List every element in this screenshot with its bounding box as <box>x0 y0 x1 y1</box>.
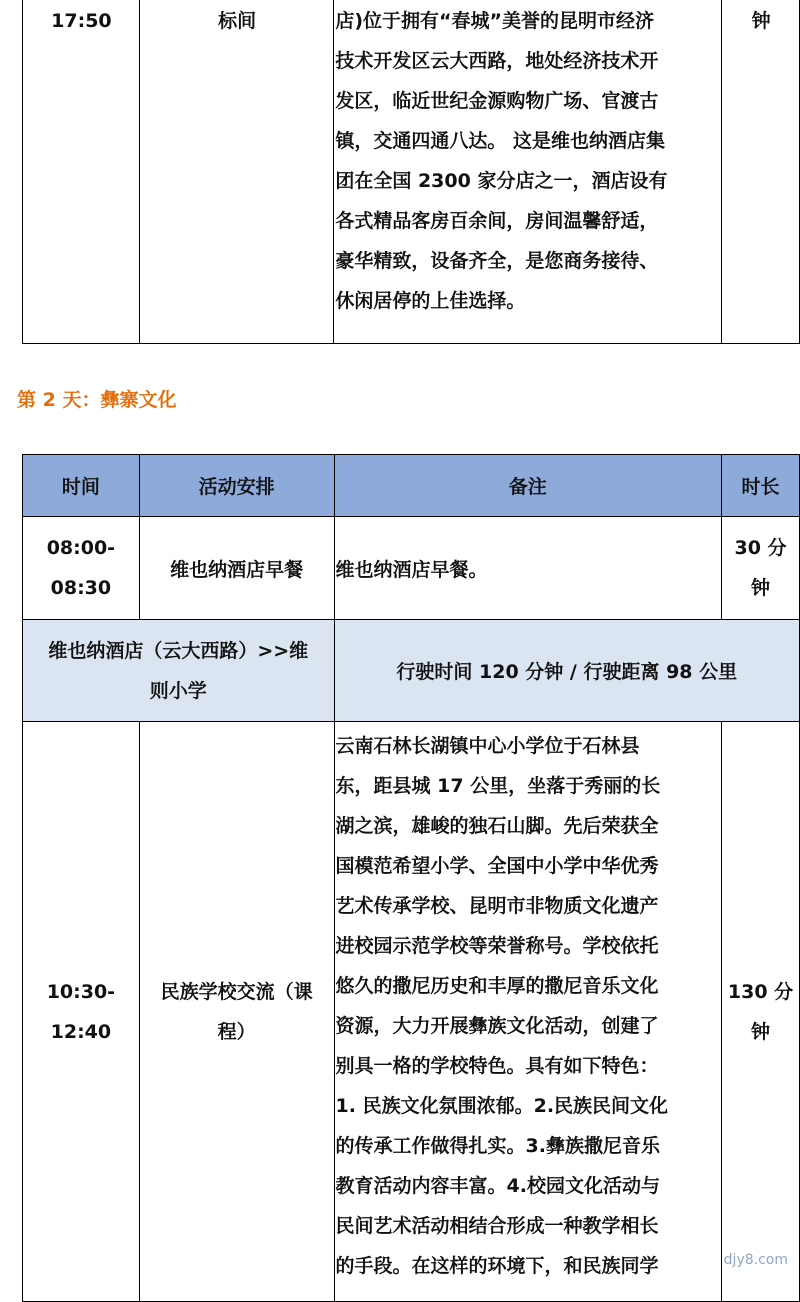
duration-line: 钟 <box>751 1020 771 1043</box>
header-note: 备注 <box>334 455 722 517</box>
note-line: 豪华精致，设备齐全，是您商务接待、 <box>335 250 659 272</box>
route-row <box>23 620 800 722</box>
note-cell <box>334 0 722 344</box>
day2-schedule-table <box>22 454 800 1302</box>
time-text: 17:50 <box>51 10 112 32</box>
time-line: 08:00- <box>46 537 116 559</box>
note-line: 资源，大力开展彝族文化活动，创建了 <box>335 1015 659 1037</box>
duration-cell <box>722 722 800 1302</box>
table-row <box>23 517 800 620</box>
table-row <box>23 0 800 344</box>
note-cell <box>334 517 722 620</box>
day1-schedule-table <box>22 0 800 344</box>
note-text: 维也纳酒店早餐。 <box>335 558 488 581</box>
header-time: 时间 <box>23 455 140 517</box>
note-line: 湖之滨，雄峻的独石山脚。先后荣获全 <box>335 815 659 837</box>
day-heading: 第 2 天：彝寨文化 <box>17 389 177 411</box>
activity-text: 标间 <box>218 10 257 32</box>
note-line: 国模范希望小学、全国中小学中华优秀 <box>335 855 659 877</box>
note-line: 悠久的撒尼历史和丰厚的撒尼音乐文化 <box>335 975 659 997</box>
note-line: 艺术传承学校、昆明市非物质文化遗产 <box>335 895 659 917</box>
duration-cell <box>722 0 800 344</box>
note-line: 民间艺术活动相结合形成一种教学相长 <box>335 1215 659 1237</box>
activity-text: 维也纳酒店早餐 <box>170 558 304 581</box>
note-line: 团在全国 2300 家分店之一，酒店设有 <box>335 170 668 192</box>
route-from-to-cell <box>23 620 335 722</box>
duration-text: 钟 <box>751 10 771 32</box>
activity-cell <box>139 0 334 344</box>
note-line: 各式精品客房百余间，房间温馨舒适， <box>335 210 659 232</box>
duration-cell <box>722 517 800 620</box>
route-line: 维也纳酒店（云大西路）>>维 <box>48 639 309 662</box>
table-row <box>23 722 800 1302</box>
note-line: 的手段。在这样的环境下，和民族同学 <box>335 1255 659 1277</box>
note-line: 发区，临近世纪金源购物广场、官渡古 <box>335 90 659 112</box>
activity-cell <box>139 517 334 620</box>
watermark: djy8.com <box>723 1252 788 1268</box>
note-line: 休闲居停的上佳选择。 <box>335 290 526 312</box>
time-cell <box>23 722 140 1302</box>
time-cell <box>23 0 140 344</box>
header-duration: 时长 <box>722 455 800 517</box>
note-line: 东，距县城 17 公里，坐落于秀丽的长 <box>335 775 661 797</box>
note-line: 别具一格的学校特色。具有如下特色： <box>335 1055 659 1077</box>
time-line: 10:30- <box>46 980 116 1003</box>
note-line: 云南石林长湖镇中心小学位于石林县 <box>335 735 640 757</box>
time-cell <box>23 517 140 620</box>
note-line: 进校园示范学校等荣誉称号。学校依托 <box>335 935 659 957</box>
route-info-cell <box>334 620 799 722</box>
table-header-row <box>23 455 800 517</box>
duration-line: 钟 <box>751 577 771 599</box>
note-line: 镇，交通四通八达。 这是维也纳酒店集 <box>335 130 665 152</box>
duration-line: 30 分 <box>734 537 787 559</box>
activity-cell <box>139 722 334 1302</box>
header-activity: 活动安排 <box>139 455 334 517</box>
route-line: 则小学 <box>149 679 207 702</box>
note-line: 店)位于拥有“春城”美誉的昆明市经济 <box>335 10 655 32</box>
note-line: 技术开发区云大西路，地处经济技术开 <box>335 50 659 72</box>
route-info-text: 行驶时间 120 分钟 / 行驶距离 98 公里 <box>396 661 738 683</box>
note-line: 1. 民族文化氛围浓郁。2.民族民间文化 <box>335 1095 669 1117</box>
note-cell <box>334 722 722 1302</box>
note-line: 教育活动内容丰富。4.校园文化活动与 <box>335 1175 660 1197</box>
activity-line: 民族学校交流（课 <box>160 980 313 1003</box>
time-line: 08:30 <box>50 577 112 599</box>
duration-line: 130 分 <box>727 980 794 1003</box>
time-line: 12:40 <box>50 1020 112 1043</box>
activity-line: 程） <box>217 1020 256 1043</box>
note-line: 的传承工作做得扎实。3.彝族撒尼音乐 <box>335 1135 660 1157</box>
